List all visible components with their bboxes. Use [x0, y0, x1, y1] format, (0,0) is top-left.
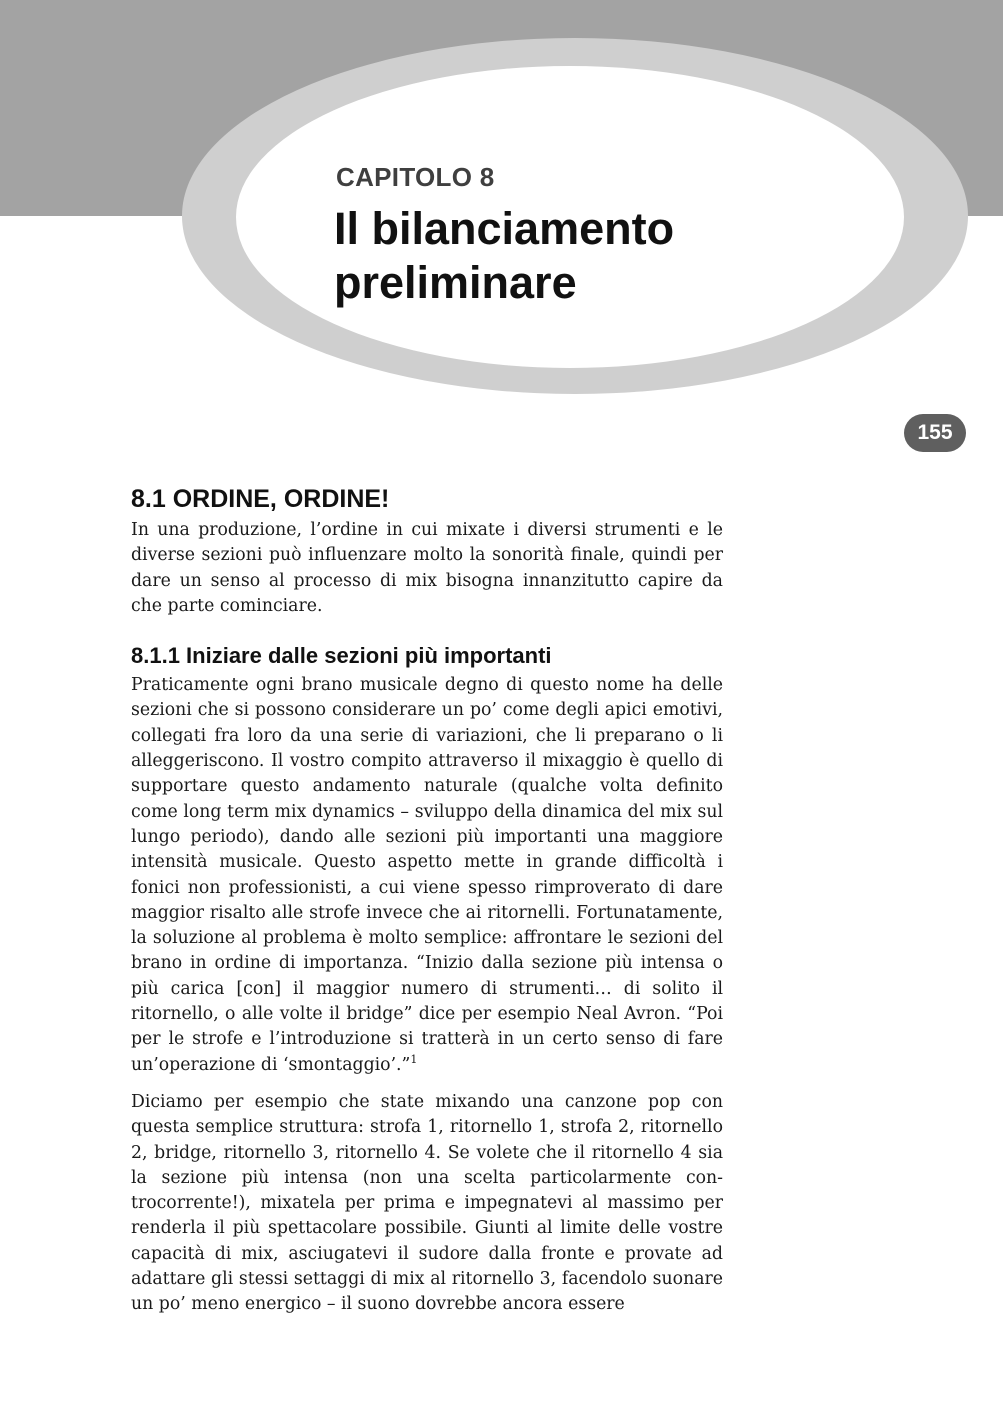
section-intro-paragraph: In una produzione, l’ordine in cui mixate i diversi strumenti e le diverse sezioni può influenzare molto la sonorità finale, quindi per dare un senso al processo di mix bisogna innanzitutto capire da che parte cominciare.	[131, 520, 723, 616]
chapter-title-line-1: Il bilanciamento	[334, 203, 675, 254]
chapter-title	[334, 202, 854, 310]
page-number-badge: 155	[904, 414, 966, 452]
chapter-label: CAPITOLO 8	[336, 162, 495, 192]
page-content	[131, 484, 723, 1318]
chapter-title-line-2: preliminare	[334, 257, 577, 308]
footnote-reference[interactable]: 1	[410, 1052, 418, 1066]
body-paragraph-2: Diciamo per esempio che state mixando una canzone pop con questa semplice struttura: strofa 1, ritornello 1, strofa 2, ritornello 2, bridge, ritornello 3, ritornello 4. Se volete che il ritornello 4 sia la sezione più intensa (non una scelta particolarmente controcorrente!), mixatela per prima e impegnatevi al massimo per renderla il più spettacolare possibile. Giunti al limite delle vostre capacità di mix, asciugatevi il sudore dalla fronte e provate ad adattare gli stessi settaggi di mix al ritornello 3, facendolo suonare un po’ meno energico – il suono dovrebbe ancora essere	[131, 1091, 723, 1315]
body-paragraph-1-text: Praticamente ogni brano musicale degno di questo nome ha delle sezioni che si possono considerare un po’ come degli apici emotivi, collegati fra loro da una serie di variazioni, che li preparano o li alleggeriscono. Il vostro compito attraverso il mixaggio è quello di supportare questo andamento naturale (qualche volta definito come long term mix dynamics – sviluppo della dinamica del mix sul lungo periodo), dando alle sezioni più importanti una maggiore intensità musicale. Questo aspetto mette in grande difficoltà i fonici non professionisti, a cui viene spesso rimproverato di dare maggior risalto alle strofe invece che ai ritornelli. Fortunatamente, la soluzione al problema è molto semplice: affrontare le sezioni del brano in ordine di importanza. “Inizio dalla sezione più intensa o più carica [con] il maggior numero di strumenti… di solito il ritornello, o alle volte il bridge” dice per esempio Neal Avron. “Poi per le strofe e l’introduzione si tratterà in un certo senso di fare un’operazione di ‘smontaggio’.”	[131, 675, 723, 1075]
body-paragraph-1	[131, 673, 723, 1078]
section-heading: 8.1 ORDINE, ORDINE!	[131, 485, 390, 513]
subsection-heading: 8.1.1 Iniziare dalle sezioni più importanti	[131, 643, 552, 669]
